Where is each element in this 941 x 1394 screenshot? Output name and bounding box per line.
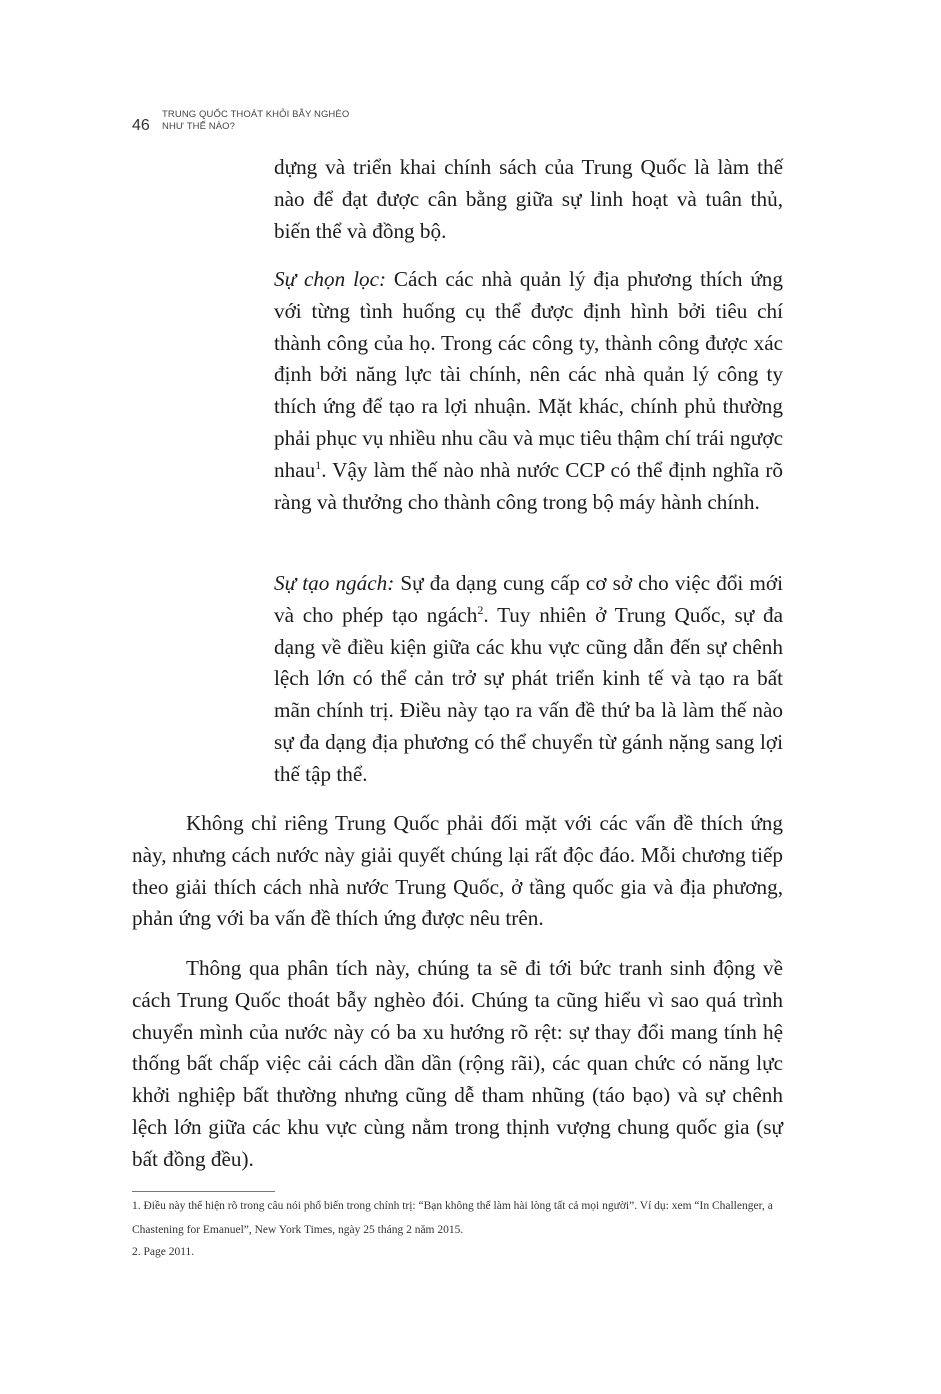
niche-paragraph — [274, 568, 783, 791]
footnote-1: 1. Điều này thể hiện rõ trong câu nói phổ biến trong chính trị: “Bạn không thể làm hài lòng tất cả mọi người”. Ví dụ: xem “In Challenger, a Chastening for Emanuel”, New York Times, ngày 25 tháng 2 năm 2015. — [132, 1200, 773, 1236]
page-number: 46 — [132, 117, 150, 134]
selection-paragraph — [274, 264, 783, 518]
body-paragraph-1: Không chỉ riêng Trung Quốc phải đối mặt với các vấn đề thích ứng này, nhưng cách nước này giải quyết chúng lại rất độc đáo. Mỗi chương tiếp theo giải thích cách nhà nước Trung Quốc, ở tầng quốc gia và địa phương, phản ứng với ba vấn đề thích ứng được nêu trên. — [132, 811, 783, 931]
footnote-2: 2. Page 2011. — [132, 1246, 195, 1258]
niche-term: Sự tạo ngách: — [274, 571, 395, 595]
selection-text-a: Cách các nhà quản lý địa phương thích ứng với từng tình huống cụ thể được định hình bởi tiêu chí thành công của họ. Trong các công ty, thành công được xác định bởi năng lực tài chính, nên các nhà quản lý công ty thích ứng để tạo ra lợi nhuận. Mặt khác, chính phủ thường phải phục vụ nhiều nhu cầu và mục tiêu thậm chí trái ngược nhau — [274, 267, 783, 482]
footnote-ref-2: 2 — [477, 602, 484, 617]
continued-paragraph: dựng và triển khai chính sách của Trung Quốc là làm thế nào để đạt được cân bằng giữa sự linh hoạt và tuân thủ, biến thể và đồng bộ. — [274, 155, 783, 243]
running-title-line1: TRUNG QUỐC THOÁT KHỎI BẪY NGHÈO — [162, 109, 350, 120]
niche-text-b: . Tuy nhiên ở Trung Quốc, sự đa dạng về điều kiện giữa các khu vực cũng dẫn đến sự chênh lệch lớn có thể cản trở sự phát triển kinh tế và tạo ra bất mãn chính trị. Điều này tạo ra vấn đề thứ ba là làm thế nào sự đa dạng địa phương có thể chuyển từ gánh nặng sang lợi thế tập thể. — [274, 602, 783, 786]
body-paragraph-2: Thông qua phân tích này, chúng ta sẽ đi tới bức tranh sinh động về cách Trung Quốc thoát bẫy nghèo đói. Chúng ta cũng hiểu vì sao quá trình chuyển mình của nước này có ba xu hướng rõ rệt: sự thay đổi mang tính hệ thống bất chấp việc cải cách dần dần (rộng rãi), các quan chức có năng lực khởi nghiệp bất thường nhưng cũng dễ tham nhũng (táo bạo) và sự chênh lệch lớn giữa các khu vực cùng nằm trong thịnh vượng chung quốc gia (sự bất đồng đều). — [132, 956, 783, 1171]
niche-text-a: Sự đa dạng cung cấp cơ sở cho việc đổi mới và cho phép tạo ngách — [274, 571, 783, 627]
selection-text-b: . Vậy làm thế nào nhà nước CCP có thể định nghĩa rõ ràng và thưởng cho thành công trong bộ máy hành chính. — [274, 457, 783, 514]
running-title — [162, 109, 349, 133]
footnote-ref-1: 1 — [315, 457, 322, 472]
footnote-divider — [132, 1191, 275, 1192]
selection-term: Sự chọn lọc: — [274, 267, 387, 291]
running-title-line2: NHƯ THẾ NÀO? — [162, 121, 236, 132]
running-header — [132, 109, 349, 135]
